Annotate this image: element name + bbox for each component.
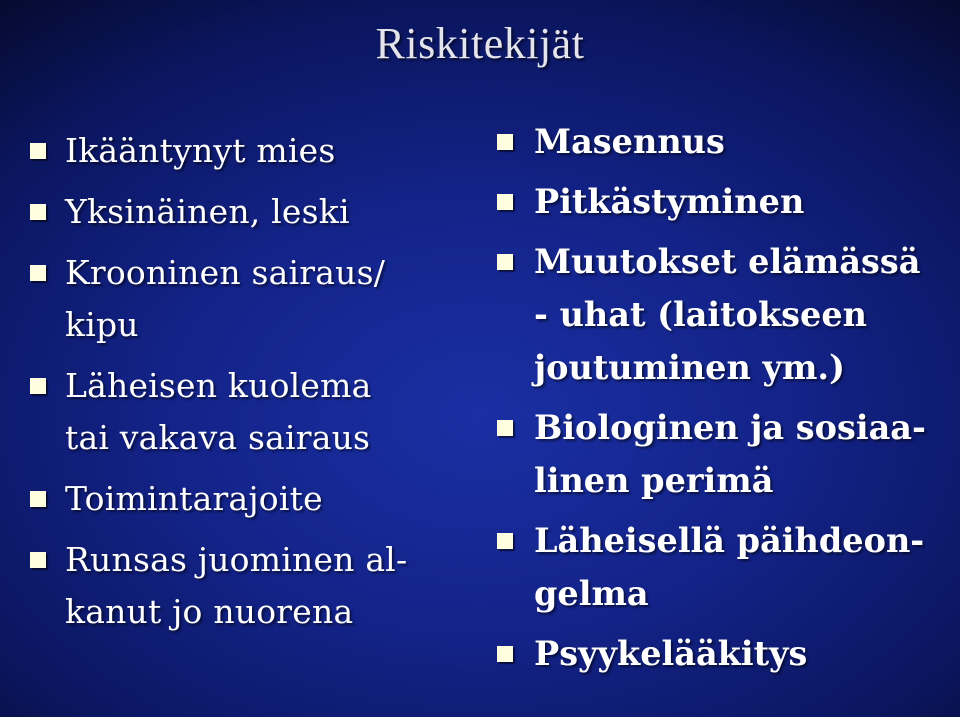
bullet-text: Pitkästyminen (534, 182, 805, 221)
bullet-text: Masennus (534, 122, 725, 161)
square-bullet-icon (497, 134, 513, 150)
bullet-text: Psyykelääkitys (534, 634, 808, 673)
bullet-item (30, 473, 460, 525)
slide-title: Riskitekijät (375, 19, 585, 68)
bullet-text: Ikääntynyt mies (65, 131, 336, 170)
bullet-text-continued: joutuminen ym.) (534, 348, 845, 387)
bullet-text: Läheisen kuolema (65, 366, 372, 405)
bullet-text: Biologinen ja sosiaa- (534, 408, 926, 447)
left-bullet-list (30, 125, 460, 647)
bullet-item (497, 401, 952, 507)
square-bullet-icon (30, 265, 46, 281)
bullet-item (497, 175, 952, 228)
right-bullet-list (497, 115, 952, 687)
square-bullet-icon (497, 533, 513, 549)
bullet-text-continued: linen perimä (534, 461, 774, 500)
square-bullet-icon (30, 204, 46, 220)
bullet-item (30, 360, 460, 464)
square-bullet-icon (30, 552, 46, 568)
bullet-item (497, 115, 952, 168)
bullet-text-continued: - uhat (laitokseen (534, 295, 868, 334)
bullet-text: Yksinäinen, leski (65, 192, 350, 231)
square-bullet-icon (30, 491, 46, 507)
bullet-text: Toimintarajoite (65, 479, 323, 518)
bullet-item (497, 514, 952, 620)
bullet-text: Muutokset elämässä (534, 242, 921, 281)
square-bullet-icon (30, 143, 46, 159)
square-bullet-icon (497, 254, 513, 270)
bullet-item (497, 235, 952, 394)
bullet-item (497, 627, 952, 680)
bullet-text-continued: tai vakava sairaus (65, 418, 371, 457)
square-bullet-icon (497, 420, 513, 436)
bullet-text-continued: gelma (534, 574, 649, 613)
bullet-item (30, 534, 460, 638)
bullet-item (30, 186, 460, 238)
bullet-item (30, 247, 460, 351)
bullet-text-continued: kipu (65, 305, 139, 344)
bullet-item (30, 125, 460, 177)
square-bullet-icon (30, 378, 46, 394)
bullet-text-continued: kanut jo nuorena (65, 592, 354, 631)
bullet-text: Läheisellä päihdeon- (534, 521, 925, 560)
bullet-text: Krooninen sairaus/ (65, 253, 386, 292)
square-bullet-icon (497, 194, 513, 210)
square-bullet-icon (497, 646, 513, 662)
bullet-text: Runsas juominen al- (65, 540, 408, 579)
